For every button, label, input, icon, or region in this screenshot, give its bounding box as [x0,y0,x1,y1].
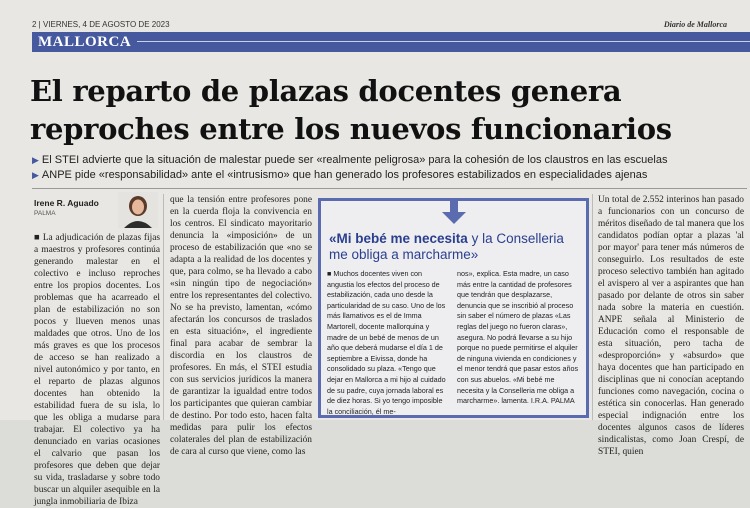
quote-title-rest: y la Conselleria me obliga a marcharme» [329,231,564,262]
column-4-text: Un total de 2.552 interinos han pasado a funcionarios con un concurso de méritos diseñado de tal manera que los candidatos podían optar a plazas 'al por mayor' para tener más números de conseguirlo. Los resultados de este proceso selectivo también han agitado el avispero al ver a aspirantes que han pasado por delante de otros sin saber nada sobre la materia en cuestión. ANPE señala al Ministerio de Educación como el responsable de esta situación, pero tacha de «desproporción» y «absurdo» que haya docentes que han participado en disciplinas que ni conocían aceptando funciones como navegación, cocina o estética sin conocerlas. Han generado especial indignación entre los docentes algunos casos de líderes sindicalistas, como Joan Crespí, de STEI, quien [598,195,744,457]
article-column-1 [34,232,160,508]
subhead-1-text: El STEI advierte que la situación de malestar puede ser «realmente peligrosa» para la cohesión de los claustros en las escuelas [41,154,668,166]
byline [34,198,124,217]
subheads [32,153,747,183]
article-column-2 [170,194,312,458]
section-label: MALLORCA [38,34,132,50]
masthead-line [32,18,727,32]
avatar-portrait-icon [118,192,158,228]
column-1-text: ■ La adjudicación de plazas fijas a maestros y profesores continúa generando malestar en el colectivo e incluso reproches entre los propios docentes. Los problemas que ha acarreado el plan de estabilización no son pocos y llueven menos unas maldades que otros. Uno de los más graves es que los procesos de acceso se han realizado a nivel autonómico y por tanto, en el reparto de plazas algunos docentes han obtenido la estabilidad fuera de su isla, lo que les obliga a mudarse para trabajar. El colectivo ya ha denunciado en varias ocasiones el calvario que pasan los profesores que deben que dejar su vida, trasladarse y sobre todo buscar un alquiler asequible en la jungla inmobiliaria de Ibiza [34,233,160,507]
quote-body-right: nos», explica. Esta madre, un caso más entre la cantidad de profesores que tendrán que desplazarse, denuncia que se inscribió al proceso sin saber el número de plazas «Las reglas del juego no fueron claras», asegura. No podrá llevarse a su hijo porque no puede permitirse el alquiler de ninguna vivienda en condiciones y el menor tendrá que pasar estos años con sus abuelos. «Mi bebé me necesita y la Conselleria me obliga a marcharme». lamenta. I.R.A. PALMA [457,269,579,406]
author-photo [118,192,158,228]
quote-box [318,198,589,418]
author-name: Irene R. Aguado [34,198,99,208]
headline-line-2: reproches entre los nuevos funcionarios [30,112,672,146]
quote-body-left: ■ Muchos docentes viven con angustia los efectos del proceso de estabilización, cada uno desde la particularidad de su caso. Uno de los más llamativos es el de Imma Martorell, docente mallorquina y madre de un bebé de menos de un año que deberá mudarse el día 1 de septiembre a Eivissa, donde ha consolidado su plaza. «Tengo que dejar en Mallorca a mi hijo al cuidado de su padre, cuya jornada laboral es de diez horas. Si yo tengo imposible la conciliación, él me- [327,269,446,416]
article-column-4 [598,194,744,458]
headline [30,72,745,148]
divider [32,188,747,189]
bullet-triangle-icon: ▶ [32,170,39,180]
quote-title [329,231,579,263]
subhead-1 [32,153,747,168]
column-2-text: que la tensión entre profesores pone en la cuerda floja la convivencia en los centros. El sindicato mayoritario denuncia la «imposición» de un proceso de estabilización que «no se adapta a la realidad de los docentes y que, para colmo, se ha llevado a cabo «sin ningún tipo de negociación» entre los representantes del colectivo. No se ha previsto, lamentan, «cómo afectarán los concursos de traslados en esta situación», el ingrediente final para acabar de sembrar la discordia en los claustros de profesores. En más, el STEI estudia con sus servicios jurídicos la manera de garantizar la igualdad entre todos los participantes que quieran cambiar de destino. Por todo esto, hacen falta medidas para pulir los efectos colaterales del plan de estabilización de cara al curso que viene, como las [170,195,312,457]
section-rule [137,41,750,42]
quote-title-bold: «Mi bebé me necesita [329,231,468,246]
subhead-2-text: ANPE pide «responsabilidad» ante el «intrusismo» que han generado los profesores estabilizados en especialidades ajenas [41,169,648,181]
author-city: PALMA [34,210,56,217]
date-line: 2 | VIERNES, 4 DE AGOSTO DE 2023 [32,20,170,29]
column-rule-2 [592,194,593,420]
bullet-triangle-icon: ▶ [32,155,39,165]
headline-line-1: El reparto de plazas docentes genera [30,74,622,108]
subhead-2 [32,168,747,183]
down-arrow-icon [439,201,469,225]
column-rule [163,194,164,420]
paper-name: Diario de Mallorca [663,20,727,29]
section-bar [32,32,750,52]
